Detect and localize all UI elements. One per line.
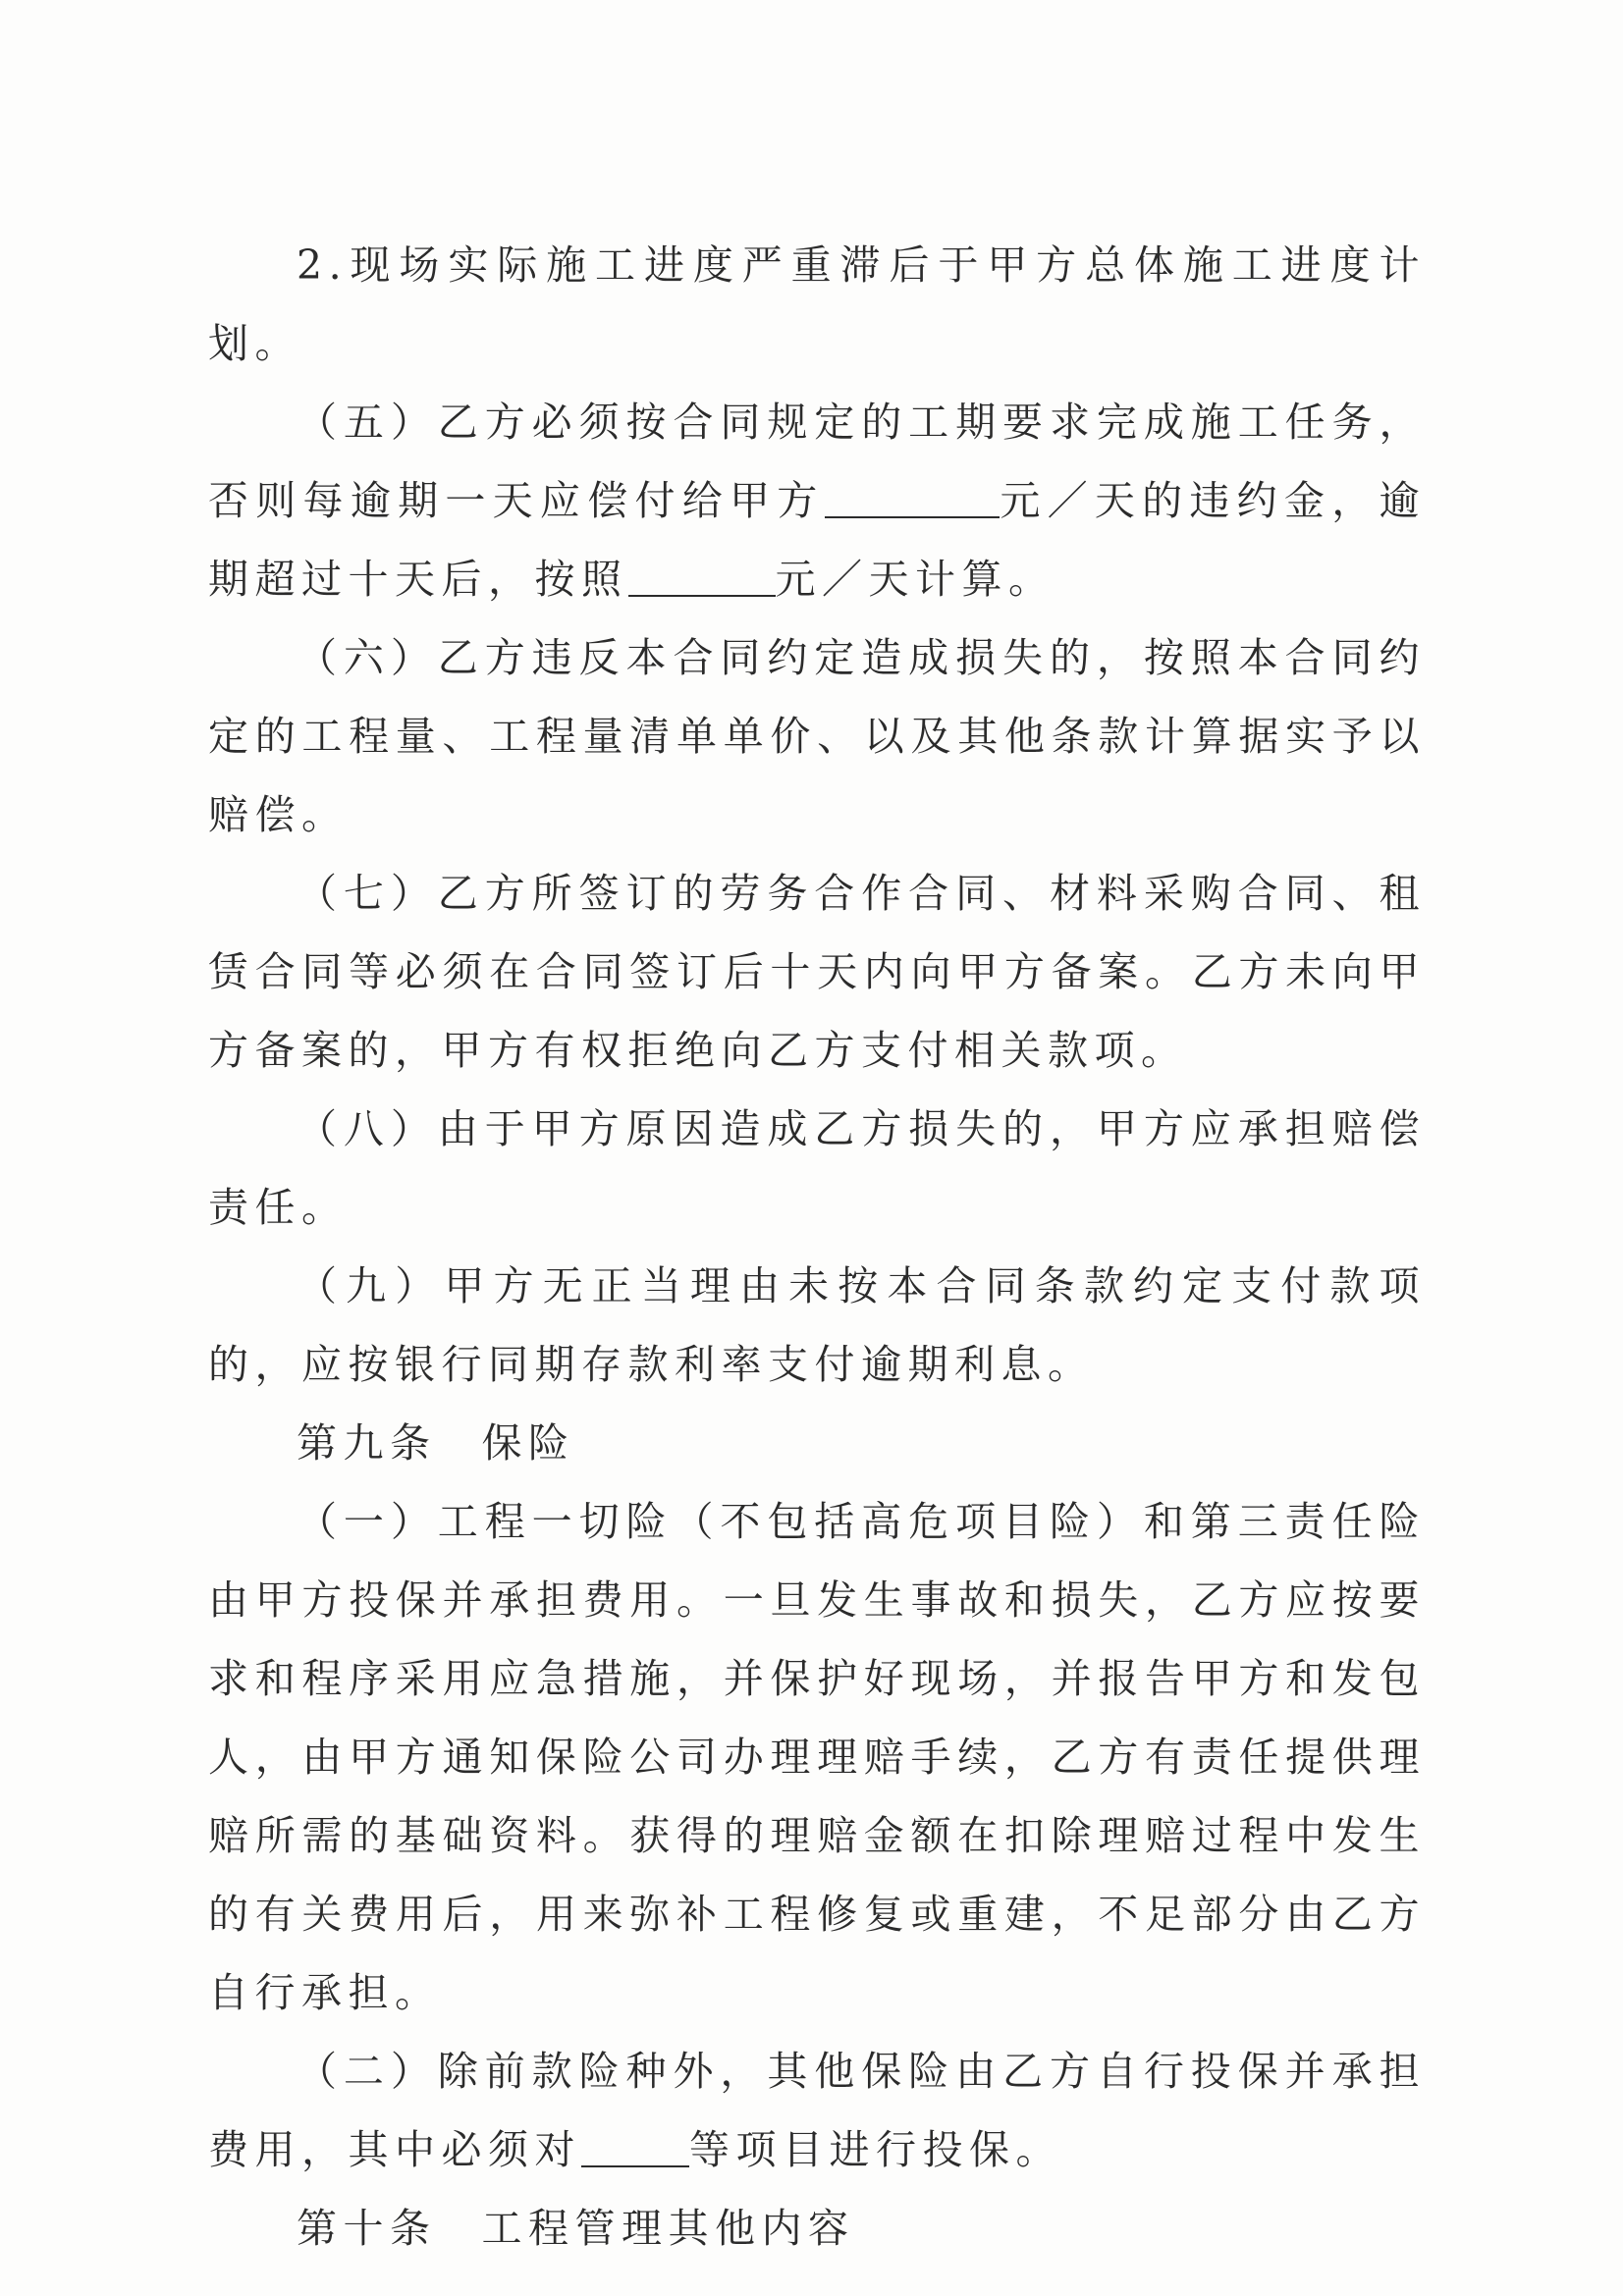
paragraph-clause-6: （六）乙方违反本合同约定造成损失的，按照本合同约定的工程量、工程量清单单价、以及其他条款计算据实予以赔偿。 (208, 634, 1426, 838)
blank-insured-items (581, 2126, 689, 2167)
article-10-label: 第十条 (297, 2205, 437, 2252)
article-9-title: 保险 (481, 1419, 575, 1467)
article-10-title: 工程管理其他内容 (481, 2205, 855, 2252)
paragraph-insurance-2 (208, 2032, 1426, 2189)
paragraph-insurance-1: （一）工程一切险（不包括高危项目险）和第三责任险由甲方投保并承担费用。一旦发生事故和损失，乙方应按要求和程序采用应急措施，并保护好现场，并报告甲方和发包人，由甲方通知保险公司办理理赔手续，乙方有责任提供理赔所需的基础资料。获得的理赔金额在扣除理赔过程中发生的有关费用后，用来弥补工程修复或重建，不足部分由乙方自行承担。 (208, 1498, 1426, 2016)
paragraph-progress-delay: 2.现场实际施工进度严重滞后于甲方总体施工进度计划。 (208, 241, 1426, 367)
clause-5-text-a: （五）乙方必须按合同规定的工期要求完成施工任务，否则每逾期一天应偿付给甲方 (208, 399, 1426, 524)
document-body (208, 226, 1426, 2268)
blank-extended-penalty-amount (628, 556, 776, 597)
article-9-heading (208, 1404, 1426, 1482)
insurance-2-text-a: （二）除前款险种外，其他保险由乙方自行投保并承担费用，其中必须对 (208, 2048, 1426, 2173)
article-10-heading (208, 2189, 1426, 2268)
clause-5-text-b: 元／天的违约金，逾期超过十天后，按照 (208, 477, 1427, 603)
article-9-label: 第九条 (297, 1419, 437, 1467)
paragraph-clause-8: （八）由于甲方原因造成乙方损失的，甲方应承担赔偿责任。 (208, 1105, 1426, 1231)
paragraph-clause-9: （九）甲方无正当理由未按本合同条款约定支付款项的，应按银行同期存款利率支付逾期利息。 (208, 1262, 1426, 1388)
paragraph-clause-7: （七）乙方所签订的劳务合作合同、材料采购合同、租赁合同等必须在合同签订后十天内向甲方备案。乙方未向甲方备案的，甲方有权拒绝向乙方支付相关款项。 (208, 870, 1426, 1074)
paragraph-clause-5 (208, 383, 1426, 618)
blank-penalty-amount (825, 477, 1000, 518)
clause-5-text-c: 元／天计算。 (775, 556, 1055, 603)
insurance-2-text-b: 等项目进行投保。 (689, 2126, 1062, 2173)
